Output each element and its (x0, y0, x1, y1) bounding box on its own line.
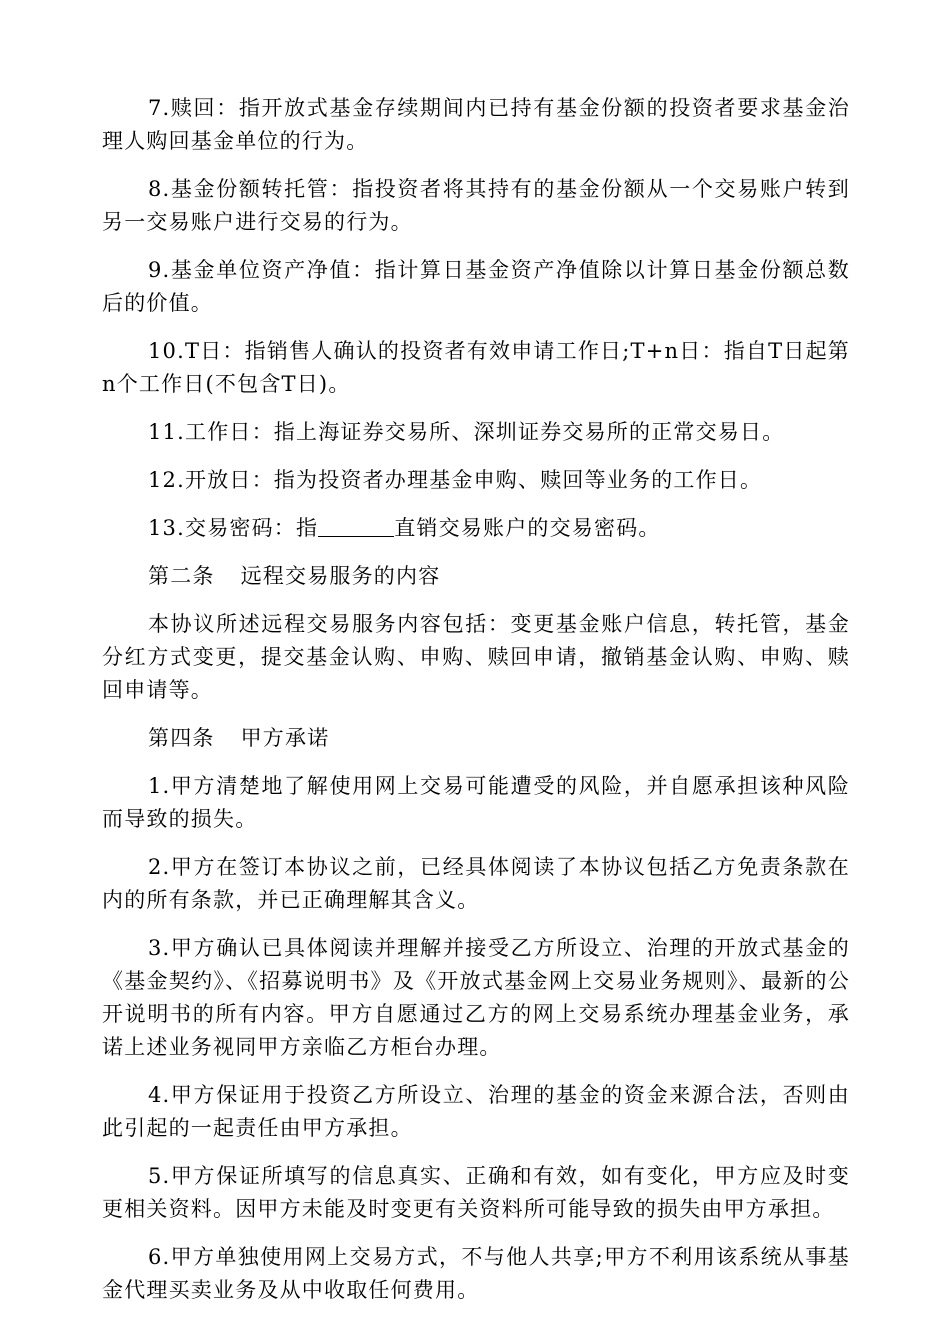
definition-10: 10.T日：指销售人确认的投资者有效申请工作日;T+n日：指自T日起第n个工作日(不包含T日)。 (102, 339, 850, 396)
article-4-item-6: 6.甲方单独使用网上交易方式，不与他人共享;甲方不利用该系统从事基金代理买卖业务及从中收取任何费用。 (102, 1245, 850, 1302)
definition-12: 12.开放日：指为投资者办理基金申购、赎回等业务的工作日。 (148, 468, 763, 492)
definition-7: 7.赎回：指开放式基金存续期间内已持有基金份额的投资者要求基金治理人购回基金单位的行为。 (102, 96, 850, 153)
definition-13-prefix: 13.交易密码：指 (148, 516, 319, 540)
definition-11: 11.工作日：指上海证券交易所、深圳证券交易所的正常交易日。 (148, 420, 785, 444)
article-2-heading (102, 560, 850, 593)
definition-8: 8.基金份额转托管：指投资者将其持有的基金份额从一个交易账户转到另一交易账户进行交易的行为。 (102, 177, 850, 234)
article-2-number: 第二条 (148, 564, 215, 588)
definition-13 (102, 512, 850, 545)
article-4-item-1: 1.甲方清楚地了解使用网上交易可能遭受的风险，并自愿承担该种风险而导致的损失。 (102, 774, 850, 831)
article-4-title: 甲方承诺 (240, 726, 330, 750)
definition-9: 9.基金单位资产净值：指计算日基金资产净值除以计算日基金份额总数后的价值。 (102, 258, 850, 315)
article-2-body: 本协议所述远程交易服务内容包括：变更基金账户信息，转托管，基金分红方式变更，提交基金认购、申购、赎回申请，撤销基金认购、申购、赎回申请等。 (102, 612, 850, 702)
fill-in-blank (318, 516, 394, 537)
article-4-item-3: 3.甲方确认已具体阅读并理解并接受乙方所设立、治理的开放式基金的《基金契约》、《招募说明书》及《开放式基金网上交易业务规则》、最新的公开说明书的所有内容。甲方自愿通过乙方的网上交易系统办理基金业务，承诺上述业务视同甲方亲临乙方柜台办理。 (102, 936, 850, 1059)
article-4-item-4: 4.甲方保证用于投资乙方所设立、治理的基金的资金来源合法，否则由此引起的一起责任由甲方承担。 (102, 1083, 850, 1140)
article-4-item-5: 5.甲方保证所填写的信息真实、正确和有效，如有变化，甲方应及时变更相关资料。因甲方未能及时变更有关资料所可能导致的损失由甲方承担。 (102, 1164, 850, 1221)
definition-13-suffix: 直销交易账户的交易密码。 (394, 516, 661, 540)
document-page (102, 92, 850, 1322)
article-4-item-2: 2.甲方在签订本协议之前，已经具体阅读了本协议包括乙方免责条款在内的所有条款，并已正确理解其含义。 (102, 855, 850, 912)
article-4-heading (102, 722, 850, 755)
article-4-number: 第四条 (148, 726, 215, 750)
article-2-title: 远程交易服务的内容 (240, 564, 441, 588)
